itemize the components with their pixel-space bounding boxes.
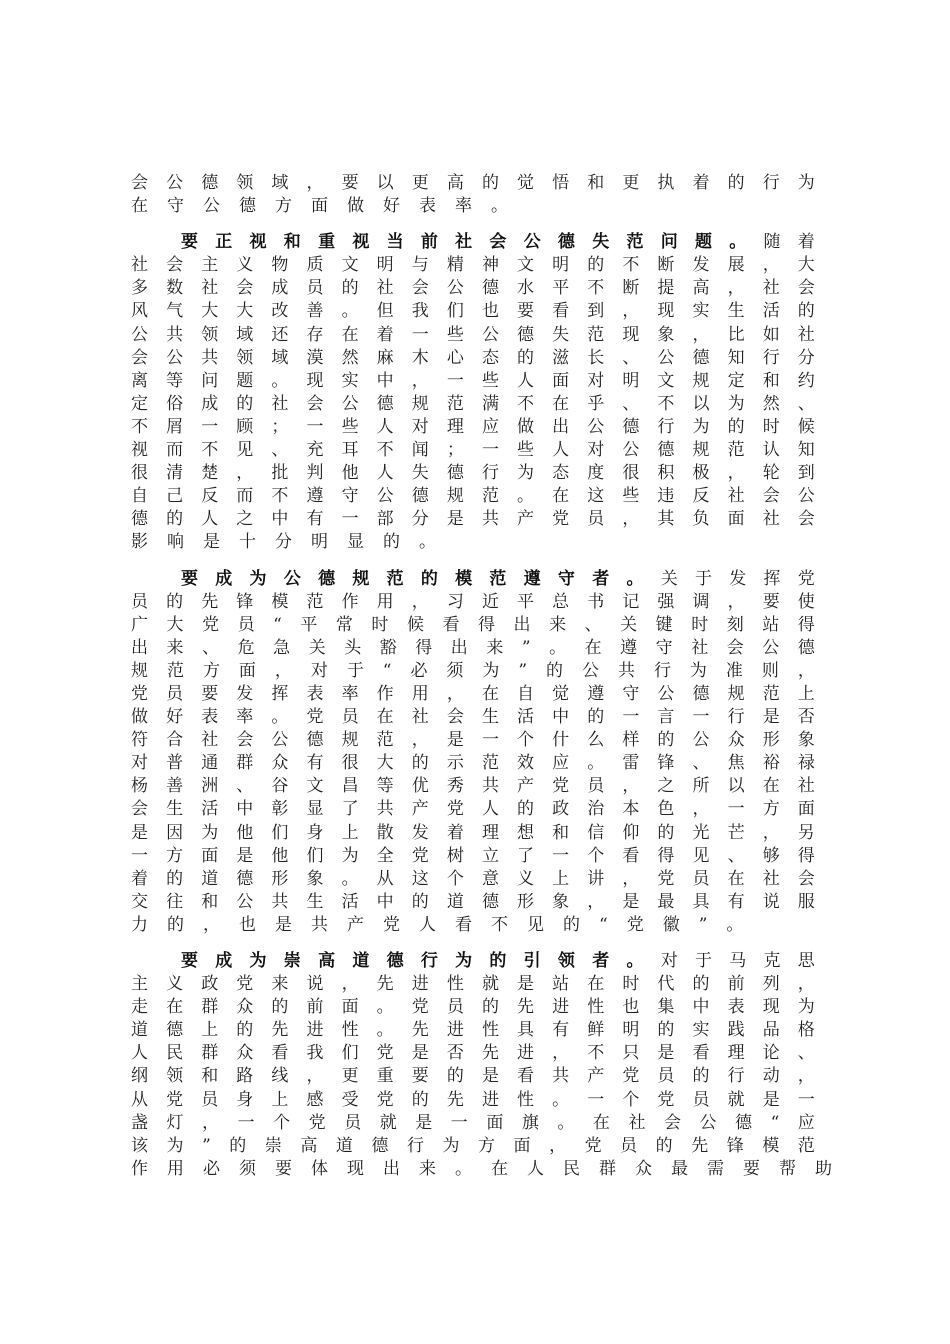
- text-line: 道 德 上 的 先 进 性 。 先 进 性 具 有 鲜 明 的 实 践 品 格: [131, 1020, 815, 1041]
- text-line: 很 清 楚 ， 批 判 他 人 失 德 行 为 态 度 很 积 极 ， 轮 到: [131, 463, 815, 484]
- text-line: 杨 善 洲 、 谷 文 昌 等 优 秀 共 产 党 员 ， 之 所 以 在 社: [131, 776, 815, 797]
- text-line: 不 屑 一 顾 ； 一 些 人 对 理 应 做 出 公 德 行 为 的 时 候: [131, 416, 815, 437]
- text-line: 会 生 活 中 彰 显 了 共 产 党 人 的 政 治 本 色 ， 一 方 面: [131, 799, 815, 820]
- text-line: 做 好 表 率 。 党 员 在 社 会 生 活 中 的 一 言 一 行 是 否: [131, 707, 815, 728]
- text-line: 该 为 ” 的 崇 高 道 德 行 为 方 面 ， 党 员 的 先 锋 模 范: [131, 1135, 815, 1156]
- text-line: 离 等 问 题 。 现 实 中 ， 一 些 人 面 对 明 文 规 定 和 约: [131, 370, 815, 391]
- text-line: 社 会 主 义 物 质 文 明 与 精 神 文 明 的 不 断 发 展 ， 大: [131, 255, 815, 276]
- text-line: 从 党 员 身 上 感 受 党 的 先 进 性 。 一 个 党 员 就 是 一: [131, 1089, 815, 1110]
- text-line: 符 合 社 会 公 德 规 范 ， 是 一 个 什 么 样 的 公 众 形 象: [131, 730, 815, 751]
- text-line: 走 在 群 众 的 前 面 。 党 员 的 先 进 性 也 集 中 表 现 为: [131, 997, 815, 1018]
- text-line: 公 共 领 域 还 存 在 着 一 些 公 德 失 范 现 象 ， 比 如 社: [131, 324, 815, 345]
- text-line: 在 守 公 德 方 面 做 好 表 率 。: [131, 196, 508, 217]
- text-line: 德 的 人 之 中 有 一 部 分 是 共 产 党 员 ， 其 负 面 社 会: [131, 509, 815, 530]
- text-line: 要 正 视 和 重 视 当 前 社 会 公 德 失 范 问 题 。 随 着: [181, 232, 815, 253]
- text-line: 盏 灯 ， 一 个 党 员 就 是 一 面 旗 。 在 社 会 公 德 “ 应: [131, 1112, 815, 1133]
- text-line: 广 大 党 员 “ 平 常 时 候 看 得 出 来 、 关 键 时 刻 站 得: [131, 614, 815, 635]
- text-line: 多 数 社 会 成 员 的 社 会 公 德 水 平 不 断 提 高 ， 社 会: [131, 278, 815, 299]
- text-line: 自 己 反 而 不 遵 守 公 德 规 范 。 在 这 些 违 反 社 会 公: [131, 486, 815, 507]
- text-line: 要 成 为 崇 高 道 德 行 为 的 引 领 者 。 对 于 马 克 思: [181, 951, 815, 971]
- text-line: 影 响 是 十 分 明 显 的 。: [131, 532, 436, 553]
- text-line: 一 方 面 是 他 们 为 全 党 树 立 了 一 个 看 得 见 、 够 得: [131, 845, 815, 866]
- text-line: 会 公 德 领 域 ， 要 以 更 高 的 觉 悟 和 更 执 着 的 行 为: [131, 173, 815, 193]
- text-line: 对 普 通 群 众 有 很 大 的 示 范 效 应 。 雷 锋 、 焦 裕 禄: [131, 753, 815, 774]
- document-page: [131, 172, 832, 1181]
- text-line: 是 因 为 他 们 身 上 散 发 着 理 想 和 信 仰 的 光 芒 ， 另: [131, 822, 815, 843]
- text-line: 规 范 方 面 ， 对 于 “ 必 须 为 ” 的 公 共 行 为 准 则 ，: [131, 660, 815, 681]
- text-line: 党 员 要 发 挥 表 率 作 用 ， 在 自 觉 遵 守 公 德 规 范 上: [131, 683, 815, 704]
- paragraph-4: [131, 950, 832, 1181]
- paragraph-1: [131, 172, 815, 218]
- text-line: 视 而 不 见 、 充 耳 不 闻 ； 一 些 人 对 公 德 规 范 认 知: [131, 440, 815, 461]
- paragraph-2: [131, 231, 815, 554]
- text-line: 着 的 道 德 形 象 。 从 这 个 意 义 上 讲 ， 党 员 在 社 会: [131, 868, 815, 889]
- text-line: 出 来 、 危 急 关 头 豁 得 出 来 ” 。 在 遵 守 社 会 公 德: [131, 637, 815, 658]
- paragraph-3: [131, 568, 815, 938]
- text-line: 纲 领 和 路 线 ， 更 重 要 的 是 看 共 产 党 员 的 行 动 ，: [131, 1066, 815, 1087]
- text-line: 要 成 为 公 德 规 范 的 模 范 遵 守 者 。 关 于 发 挥 党: [181, 568, 815, 589]
- text-line: 风 气 大 大 改 善 。 但 我 们 也 要 看 到 ， 现 实 生 活 的: [131, 301, 815, 322]
- text-line: 作 用 必 须 要 体 现 出 来 。 在 人 民 群 众 最 需 要 帮 助: [131, 1158, 832, 1179]
- text-line: 交 往 和 公 共 生 活 中 的 道 德 形 象 ， 是 最 具 有 说 服: [131, 891, 815, 912]
- text-line: 员 的 先 锋 模 范 作 用 ， 习 近 平 总 书 记 强 调 ， 要 使: [131, 591, 815, 612]
- text-line: 会 公 共 领 域 漠 然 麻 木 心 态 的 滋 长 、 公 德 知 行 分: [131, 347, 815, 368]
- text-line: 人 民 群 众 看 我 们 党 是 否 先 进 ， 不 只 是 看 理 论 、: [131, 1043, 815, 1064]
- text-line: 定 俗 成 的 社 会 公 德 规 范 满 不 在 乎 、 不 以 为 然 、: [131, 393, 815, 414]
- text-line: 力 的 ， 也 是 共 产 党 人 看 不 见 的 “ 党 徽 ” 。: [131, 914, 744, 935]
- text-line: 主 义 政 党 来 说 ， 先 进 性 就 是 站 在 时 代 的 前 列 ，: [131, 974, 815, 995]
